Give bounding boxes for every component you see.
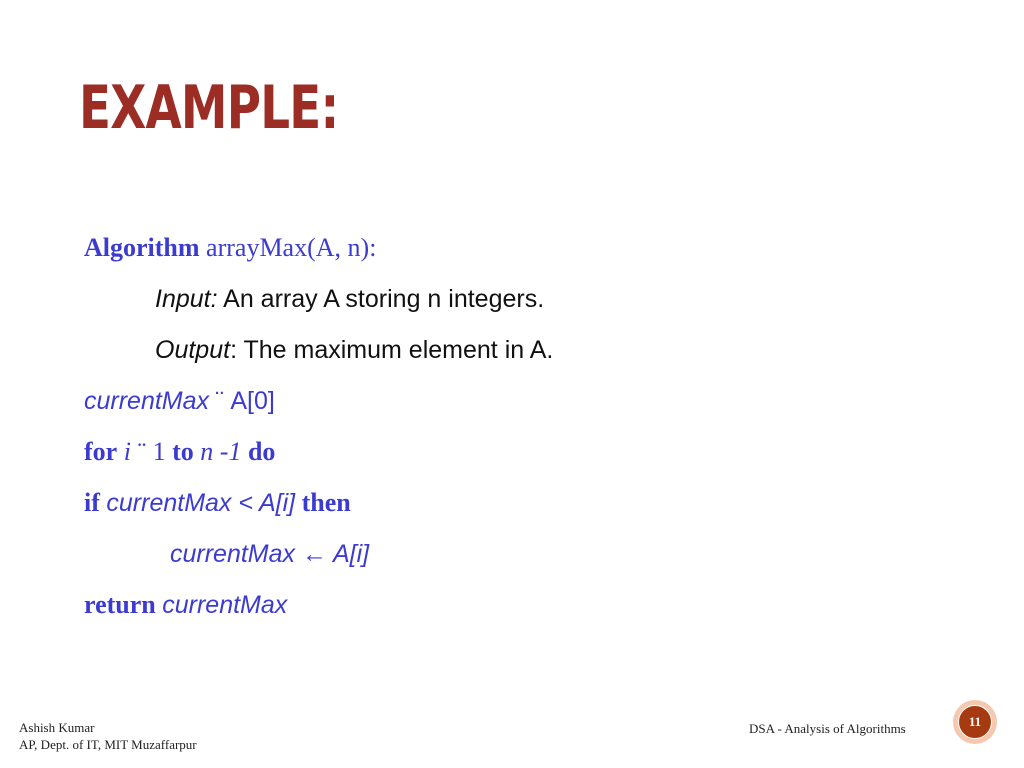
output-line bbox=[155, 330, 553, 370]
loop-end: n -1 bbox=[200, 437, 242, 466]
to-keyword: to bbox=[172, 437, 194, 466]
return-line bbox=[84, 585, 287, 625]
output-text: : The maximum element in A. bbox=[230, 336, 554, 364]
input-line bbox=[155, 279, 544, 319]
page-number-badge bbox=[953, 700, 997, 744]
do-keyword: do bbox=[247, 437, 276, 466]
footer-course: DSA - Analysis of Algorithms bbox=[749, 721, 906, 736]
for-keyword: for bbox=[84, 437, 118, 466]
assign-operator: ¨ bbox=[215, 387, 224, 415]
then-keyword: then bbox=[301, 488, 351, 517]
input-text: An array A storing n integers. bbox=[223, 285, 545, 313]
update-line bbox=[170, 534, 369, 574]
if-line bbox=[84, 483, 351, 523]
input-label: Input: bbox=[155, 285, 218, 313]
array-first-element: A[0] bbox=[230, 387, 275, 415]
return-keyword: return bbox=[84, 590, 156, 619]
footer-affiliation: AP, Dept. of IT, MIT Muzaffarpur bbox=[19, 737, 197, 752]
page-number: 11 bbox=[958, 705, 992, 739]
update-statement: currentMax ← A[i] bbox=[170, 540, 370, 568]
for-line bbox=[84, 432, 275, 472]
loop-start: 1 bbox=[152, 437, 166, 466]
if-condition: currentMax < A[i] bbox=[106, 489, 296, 517]
loop-assign-operator: ¨ bbox=[137, 437, 147, 466]
loop-var: i bbox=[123, 437, 131, 466]
footer-author: Ashish Kumar bbox=[19, 720, 95, 735]
return-value: currentMax bbox=[162, 591, 288, 619]
algorithm-keyword: Algorithm bbox=[84, 233, 200, 262]
assign-line bbox=[84, 381, 275, 421]
algorithm-header bbox=[84, 228, 376, 268]
if-keyword: if bbox=[84, 488, 100, 517]
footer-author-block bbox=[19, 719, 197, 753]
algorithm-signature: arrayMax(A, n): bbox=[206, 233, 377, 262]
output-label: Output bbox=[155, 336, 231, 364]
slide-title: EXAMPLE: bbox=[79, 73, 339, 143]
current-max-var: currentMax bbox=[84, 387, 210, 415]
